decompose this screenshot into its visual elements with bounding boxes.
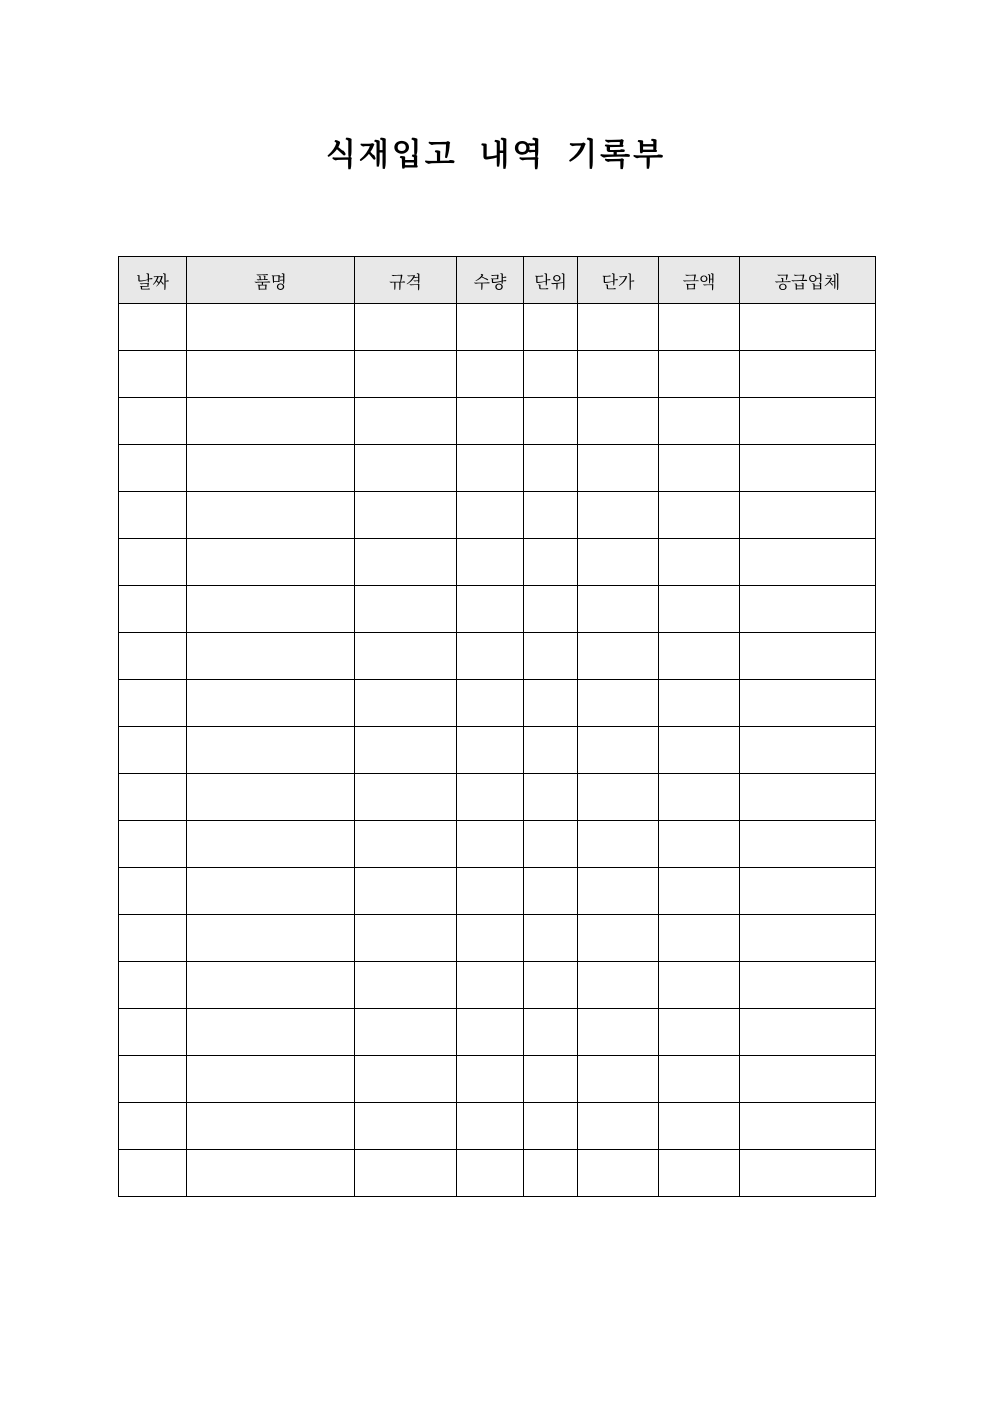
table-row	[119, 539, 876, 586]
cell-quantity[interactable]	[457, 445, 524, 492]
table-row	[119, 821, 876, 868]
cell-amount[interactable]	[659, 727, 740, 774]
cell-unit[interactable]	[524, 774, 578, 821]
cell-date[interactable]	[119, 586, 187, 633]
table-row	[119, 915, 876, 962]
cell-amount[interactable]	[659, 539, 740, 586]
cell-item-name[interactable]	[187, 633, 355, 680]
cell-supplier[interactable]	[740, 962, 876, 1009]
cell-supplier[interactable]	[740, 492, 876, 539]
column-header-date: 날짜	[119, 257, 187, 304]
cell-supplier[interactable]	[740, 868, 876, 915]
cell-quantity[interactable]	[457, 868, 524, 915]
cell-unit[interactable]	[524, 680, 578, 727]
cell-unit-price[interactable]	[578, 868, 659, 915]
cell-date[interactable]	[119, 821, 187, 868]
cell-unit[interactable]	[524, 868, 578, 915]
cell-item-name[interactable]	[187, 727, 355, 774]
cell-quantity[interactable]	[457, 774, 524, 821]
cell-amount[interactable]	[659, 633, 740, 680]
cell-unit[interactable]	[524, 633, 578, 680]
cell-date[interactable]	[119, 680, 187, 727]
header-row	[119, 257, 876, 304]
cell-specification[interactable]	[355, 1103, 457, 1150]
cell-supplier[interactable]	[740, 539, 876, 586]
cell-unit[interactable]	[524, 351, 578, 398]
cell-specification[interactable]	[355, 586, 457, 633]
cell-quantity[interactable]	[457, 539, 524, 586]
cell-amount[interactable]	[659, 680, 740, 727]
cell-specification[interactable]	[355, 633, 457, 680]
ledger-body	[119, 304, 876, 1197]
cell-quantity[interactable]	[457, 586, 524, 633]
cell-specification[interactable]	[355, 727, 457, 774]
cell-item-name[interactable]	[187, 1150, 355, 1197]
cell-unit-price[interactable]	[578, 633, 659, 680]
column-header-unit: 단위	[524, 257, 578, 304]
table-row	[119, 1150, 876, 1197]
cell-quantity[interactable]	[457, 304, 524, 351]
cell-supplier[interactable]	[740, 1150, 876, 1197]
cell-date[interactable]	[119, 304, 187, 351]
cell-date[interactable]	[119, 539, 187, 586]
table-row	[119, 680, 876, 727]
cell-specification[interactable]	[355, 915, 457, 962]
cell-unit-price[interactable]	[578, 586, 659, 633]
cell-unit[interactable]	[524, 1150, 578, 1197]
column-header-specification: 규격	[355, 257, 457, 304]
cell-unit[interactable]	[524, 445, 578, 492]
cell-unit-price[interactable]	[578, 1150, 659, 1197]
cell-specification[interactable]	[355, 868, 457, 915]
cell-specification[interactable]	[355, 962, 457, 1009]
table-row	[119, 774, 876, 821]
cell-date[interactable]	[119, 774, 187, 821]
cell-item-name[interactable]	[187, 868, 355, 915]
cell-amount[interactable]	[659, 1150, 740, 1197]
cell-item-name[interactable]	[187, 821, 355, 868]
cell-supplier[interactable]	[740, 304, 876, 351]
cell-quantity[interactable]	[457, 492, 524, 539]
cell-supplier[interactable]	[740, 351, 876, 398]
cell-unit[interactable]	[524, 304, 578, 351]
cell-date[interactable]	[119, 915, 187, 962]
cell-amount[interactable]	[659, 1009, 740, 1056]
table-row	[119, 492, 876, 539]
cell-date[interactable]	[119, 1009, 187, 1056]
page-title: 식재입고 내역 기록부	[325, 137, 667, 173]
cell-specification[interactable]	[355, 1150, 457, 1197]
cell-amount[interactable]	[659, 351, 740, 398]
cell-unit[interactable]	[524, 962, 578, 1009]
column-header-amount: 금액	[659, 257, 740, 304]
cell-specification[interactable]	[355, 351, 457, 398]
cell-quantity[interactable]	[457, 1009, 524, 1056]
cell-unit-price[interactable]	[578, 1056, 659, 1103]
cell-unit-price[interactable]	[578, 727, 659, 774]
cell-amount[interactable]	[659, 1103, 740, 1150]
cell-supplier[interactable]	[740, 821, 876, 868]
cell-unit-price[interactable]	[578, 821, 659, 868]
cell-specification[interactable]	[355, 492, 457, 539]
table-row	[119, 398, 876, 445]
cell-amount[interactable]	[659, 1056, 740, 1103]
cell-item-name[interactable]	[187, 398, 355, 445]
cell-amount[interactable]	[659, 586, 740, 633]
cell-unit-price[interactable]	[578, 445, 659, 492]
cell-unit[interactable]	[524, 727, 578, 774]
cell-item-name[interactable]	[187, 915, 355, 962]
cell-date[interactable]	[119, 492, 187, 539]
cell-item-name[interactable]	[187, 680, 355, 727]
cell-specification[interactable]	[355, 398, 457, 445]
cell-amount[interactable]	[659, 445, 740, 492]
cell-supplier[interactable]	[740, 727, 876, 774]
cell-unit-price[interactable]	[578, 398, 659, 445]
table-row	[119, 1103, 876, 1150]
cell-quantity[interactable]	[457, 727, 524, 774]
cell-unit-price[interactable]	[578, 680, 659, 727]
cell-quantity[interactable]	[457, 1056, 524, 1103]
cell-unit[interactable]	[524, 821, 578, 868]
cell-date[interactable]	[119, 962, 187, 1009]
cell-amount[interactable]	[659, 304, 740, 351]
table-row	[119, 962, 876, 1009]
cell-unit[interactable]	[524, 539, 578, 586]
cell-supplier[interactable]	[740, 445, 876, 492]
cell-unit-price[interactable]	[578, 351, 659, 398]
cell-specification[interactable]	[355, 680, 457, 727]
cell-unit-price[interactable]	[578, 915, 659, 962]
cell-date[interactable]	[119, 1150, 187, 1197]
table-row	[119, 586, 876, 633]
cell-item-name[interactable]	[187, 1103, 355, 1150]
cell-quantity[interactable]	[457, 821, 524, 868]
cell-quantity[interactable]	[457, 962, 524, 1009]
cell-item-name[interactable]	[187, 1009, 355, 1056]
cell-supplier[interactable]	[740, 398, 876, 445]
cell-unit-price[interactable]	[578, 539, 659, 586]
cell-specification[interactable]	[355, 539, 457, 586]
cell-amount[interactable]	[659, 398, 740, 445]
cell-item-name[interactable]	[187, 962, 355, 1009]
column-header-unit-price: 단가	[578, 257, 659, 304]
cell-unit[interactable]	[524, 586, 578, 633]
cell-unit[interactable]	[524, 492, 578, 539]
column-header-supplier: 공급업체	[740, 257, 876, 304]
cell-unit-price[interactable]	[578, 492, 659, 539]
cell-specification[interactable]	[355, 445, 457, 492]
cell-quantity[interactable]	[457, 633, 524, 680]
cell-unit[interactable]	[524, 1103, 578, 1150]
cell-item-name[interactable]	[187, 351, 355, 398]
cell-unit[interactable]	[524, 1056, 578, 1103]
cell-amount[interactable]	[659, 821, 740, 868]
cell-supplier[interactable]	[740, 1056, 876, 1103]
table-row	[119, 1056, 876, 1103]
cell-amount[interactable]	[659, 492, 740, 539]
cell-quantity[interactable]	[457, 1103, 524, 1150]
cell-amount[interactable]	[659, 962, 740, 1009]
cell-unit-price[interactable]	[578, 962, 659, 1009]
cell-specification[interactable]	[355, 1056, 457, 1103]
cell-supplier[interactable]	[740, 586, 876, 633]
cell-quantity[interactable]	[457, 351, 524, 398]
cell-specification[interactable]	[355, 821, 457, 868]
cell-quantity[interactable]	[457, 915, 524, 962]
cell-supplier[interactable]	[740, 1009, 876, 1056]
cell-item-name[interactable]	[187, 304, 355, 351]
cell-quantity[interactable]	[457, 398, 524, 445]
cell-quantity[interactable]	[457, 680, 524, 727]
cell-item-name[interactable]	[187, 445, 355, 492]
cell-item-name[interactable]	[187, 539, 355, 586]
cell-date[interactable]	[119, 398, 187, 445]
table-row	[119, 445, 876, 492]
cell-supplier[interactable]	[740, 915, 876, 962]
cell-specification[interactable]	[355, 1009, 457, 1056]
table-row	[119, 868, 876, 915]
cell-date[interactable]	[119, 727, 187, 774]
cell-supplier[interactable]	[740, 680, 876, 727]
cell-date[interactable]	[119, 1056, 187, 1103]
cell-date[interactable]	[119, 351, 187, 398]
cell-unit[interactable]	[524, 1009, 578, 1056]
table-row	[119, 1009, 876, 1056]
cell-supplier[interactable]	[740, 1103, 876, 1150]
cell-supplier[interactable]	[740, 774, 876, 821]
cell-date[interactable]	[119, 868, 187, 915]
cell-unit-price[interactable]	[578, 304, 659, 351]
column-header-quantity: 수량	[457, 257, 524, 304]
cell-item-name[interactable]	[187, 492, 355, 539]
cell-item-name[interactable]	[187, 774, 355, 821]
cell-date[interactable]	[119, 633, 187, 680]
cell-item-name[interactable]	[187, 1056, 355, 1103]
cell-quantity[interactable]	[457, 1150, 524, 1197]
cell-amount[interactable]	[659, 915, 740, 962]
ledger-table	[118, 256, 876, 1197]
cell-date[interactable]	[119, 445, 187, 492]
cell-specification[interactable]	[355, 304, 457, 351]
table-row	[119, 351, 876, 398]
cell-unit[interactable]	[524, 915, 578, 962]
cell-item-name[interactable]	[187, 586, 355, 633]
cell-amount[interactable]	[659, 868, 740, 915]
cell-specification[interactable]	[355, 774, 457, 821]
cell-unit[interactable]	[524, 398, 578, 445]
table-row	[119, 304, 876, 351]
cell-unit-price[interactable]	[578, 774, 659, 821]
cell-amount[interactable]	[659, 774, 740, 821]
table-row	[119, 727, 876, 774]
column-header-item-name: 품명	[187, 257, 355, 304]
cell-date[interactable]	[119, 1103, 187, 1150]
cell-supplier[interactable]	[740, 633, 876, 680]
table-row	[119, 633, 876, 680]
cell-unit-price[interactable]	[578, 1009, 659, 1056]
cell-unit-price[interactable]	[578, 1103, 659, 1150]
